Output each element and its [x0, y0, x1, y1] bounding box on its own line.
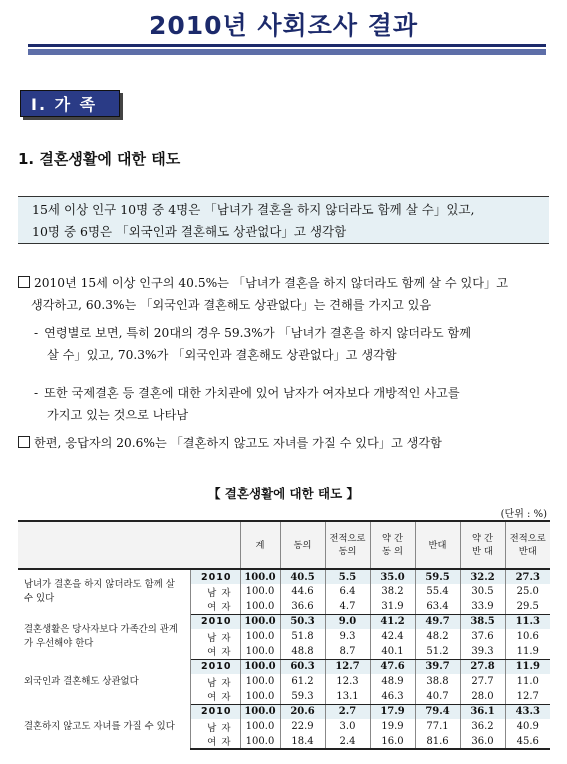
value-cell: 100.0 [240, 674, 280, 689]
category-cell: 결혼생활은 당사자보다 가족간의 관계가 우선해야 한다 [18, 614, 190, 659]
square-bullet-icon [18, 276, 30, 288]
value-cell: 77.1 [415, 719, 460, 734]
category-cell: 남녀가 결혼을 하지 않더라도 함께 살 수 있다 [18, 569, 190, 614]
value-cell: 48.9 [370, 674, 415, 689]
value-cell: 42.4 [370, 629, 415, 644]
table-header: 약 간 동 의 [370, 521, 415, 569]
value-cell: 36.6 [280, 599, 325, 614]
value-cell: 40.9 [505, 719, 550, 734]
title-rule-thick [28, 49, 546, 55]
category-cell: 결혼하지 않고도 자녀를 가질 수 있다 [18, 704, 190, 749]
value-cell: 13.1 [325, 689, 370, 704]
value-cell: 11.9 [505, 644, 550, 659]
value-cell: 100.0 [240, 599, 280, 614]
value-cell: 10.6 [505, 629, 550, 644]
value-cell: 4.7 [325, 599, 370, 614]
value-cell: 59.5 [415, 569, 460, 584]
value-cell: 49.7 [415, 614, 460, 629]
value-cell: 55.4 [415, 584, 460, 599]
value-cell: 22.9 [280, 719, 325, 734]
value-cell: 100.0 [240, 569, 280, 584]
value-cell: 39.7 [415, 659, 460, 674]
group-cell: 2010 [190, 614, 240, 629]
value-cell: 18.4 [280, 734, 325, 749]
table-header: 계 [240, 521, 280, 569]
page-title: 2010년 사회조사 결과 [148, 11, 419, 40]
value-cell: 100.0 [240, 614, 280, 629]
value-cell: 100.0 [240, 629, 280, 644]
value-cell: 60.3 [280, 659, 325, 674]
value-cell: 36.2 [460, 719, 505, 734]
paragraph-1 [18, 272, 550, 316]
value-cell: 36.1 [460, 704, 505, 719]
value-cell: 40.5 [280, 569, 325, 584]
paragraph-2 [34, 322, 550, 366]
value-cell: 100.0 [240, 644, 280, 659]
value-cell: 39.3 [460, 644, 505, 659]
value-cell: 81.6 [415, 734, 460, 749]
paragraph-line: 연령별로 보면, 특히 20대의 경우 59.3%가 「남녀가 결혼을 하지 않더라도 함께 [44, 326, 472, 340]
value-cell: 11.3 [505, 614, 550, 629]
dash-bullet: - [34, 326, 39, 340]
table-row [18, 704, 550, 719]
value-cell: 61.2 [280, 674, 325, 689]
table-row [18, 569, 550, 584]
value-cell: 16.0 [370, 734, 415, 749]
value-cell: 27.3 [505, 569, 550, 584]
table-header: 동의 [280, 521, 325, 569]
table-unit: (단위 : %) [500, 509, 547, 520]
table-header: 반대 [415, 521, 460, 569]
value-cell: 48.8 [280, 644, 325, 659]
value-cell: 46.3 [370, 689, 415, 704]
summary-line: 15세 이상 인구 10명 중 4명은 「남녀가 결혼을 하지 않더라도 함께 살 수」있고, [32, 202, 475, 217]
value-cell: 100.0 [240, 719, 280, 734]
table-header: 약 간 반 대 [460, 521, 505, 569]
paragraph-3 [34, 382, 550, 426]
group-cell: 남 자 [207, 632, 232, 644]
table-title: 【 결혼생활에 대한 태도 】 [207, 486, 360, 501]
value-cell: 43.3 [505, 704, 550, 719]
value-cell: 32.2 [460, 569, 505, 584]
value-cell: 36.0 [460, 734, 505, 749]
value-cell: 100.0 [240, 659, 280, 674]
value-cell: 25.0 [505, 584, 550, 599]
paragraph-line: 살 수」있고, 70.3%가 「외국인과 결혼해도 상관없다」고 생각함 [47, 348, 397, 362]
paragraph-line: 또한 국제결혼 등 결혼에 대한 가치관에 있어 남자가 여자보다 개방적인 사고를 [44, 386, 460, 400]
table-row [18, 614, 550, 629]
value-cell: 40.1 [370, 644, 415, 659]
title-rule-thin [28, 44, 546, 47]
value-cell: 63.4 [415, 599, 460, 614]
value-cell: 27.7 [460, 674, 505, 689]
square-bullet-icon [18, 436, 30, 448]
category-cell: 외국인과 결혼해도 상관없다 [18, 659, 190, 704]
value-cell: 40.7 [415, 689, 460, 704]
value-cell: 38.5 [460, 614, 505, 629]
paragraph-line: 2010년 15세 이상 인구의 40.5%는 「남녀가 결혼을 하지 않더라도 함께 살 수 있다」고 [34, 276, 508, 290]
summary-line: 10명 중 6명은 「외국인과 결혼해도 상관없다」고 생각함 [32, 224, 347, 239]
value-cell: 11.0 [505, 674, 550, 689]
value-cell: 5.5 [325, 569, 370, 584]
group-cell: 여 자 [190, 689, 240, 704]
value-cell: 3.0 [325, 719, 370, 734]
value-cell: 20.6 [280, 704, 325, 719]
subheading: 1. 결혼생활에 대한 태도 [18, 150, 181, 168]
section-label: Ⅰ. 가 족 [31, 95, 98, 114]
value-cell: 48.2 [415, 629, 460, 644]
value-cell: 79.4 [415, 704, 460, 719]
paragraph-line: 가지고 있는 것으로 나타남 [47, 408, 189, 422]
value-cell: 30.5 [460, 584, 505, 599]
value-cell: 51.2 [415, 644, 460, 659]
group-cell: 남 자 [207, 722, 232, 734]
paragraph-line: 생각하고, 60.3%는 「외국인과 결혼해도 상관없다」는 견해를 가지고 있음 [31, 298, 432, 312]
value-cell: 17.9 [370, 704, 415, 719]
group-cell: 여 자 [190, 734, 240, 749]
value-cell: 8.7 [325, 644, 370, 659]
value-cell: 19.9 [370, 719, 415, 734]
value-cell: 27.8 [460, 659, 505, 674]
value-cell: 100.0 [240, 704, 280, 719]
value-cell: 12.7 [505, 689, 550, 704]
group-cell: 남 자 [207, 587, 232, 599]
table-row [18, 659, 550, 674]
attitude-table [18, 520, 550, 750]
dash-bullet: - [34, 386, 39, 400]
value-cell: 33.9 [460, 599, 505, 614]
value-cell: 100.0 [240, 734, 280, 749]
value-cell: 37.6 [460, 629, 505, 644]
summary-box [18, 196, 549, 244]
value-cell: 50.3 [280, 614, 325, 629]
table-header [18, 521, 190, 569]
value-cell: 9.0 [325, 614, 370, 629]
value-cell: 44.6 [280, 584, 325, 599]
group-cell: 2010 [190, 659, 240, 674]
value-cell: 11.9 [505, 659, 550, 674]
value-cell: 38.8 [415, 674, 460, 689]
table-header: 전적으로 동의 [325, 521, 370, 569]
value-cell: 12.3 [325, 674, 370, 689]
paragraph-4 [18, 432, 550, 454]
group-cell: 2010 [190, 569, 240, 584]
section-header [20, 90, 120, 117]
group-cell: 여 자 [190, 599, 240, 614]
value-cell: 45.6 [505, 734, 550, 749]
value-cell: 38.2 [370, 584, 415, 599]
value-cell: 9.3 [325, 629, 370, 644]
value-cell: 51.8 [280, 629, 325, 644]
value-cell: 29.5 [505, 599, 550, 614]
group-cell: 남 자 [207, 677, 232, 689]
paragraph-line: 한편, 응답자의 20.6%는 「결혼하지 않고도 자녀를 가질 수 있다」고 생각함 [34, 436, 442, 450]
group-cell: 2010 [190, 704, 240, 719]
value-cell: 35.0 [370, 569, 415, 584]
value-cell: 2.7 [325, 704, 370, 719]
value-cell: 100.0 [240, 689, 280, 704]
value-cell: 12.7 [325, 659, 370, 674]
value-cell: 2.4 [325, 734, 370, 749]
value-cell: 6.4 [325, 584, 370, 599]
group-cell: 여 자 [190, 644, 240, 659]
value-cell: 31.9 [370, 599, 415, 614]
value-cell: 47.6 [370, 659, 415, 674]
value-cell: 59.3 [280, 689, 325, 704]
table-header: 전적으로 반대 [505, 521, 550, 569]
value-cell: 100.0 [240, 584, 280, 599]
table-header [190, 521, 240, 569]
value-cell: 28.0 [460, 689, 505, 704]
value-cell: 41.2 [370, 614, 415, 629]
